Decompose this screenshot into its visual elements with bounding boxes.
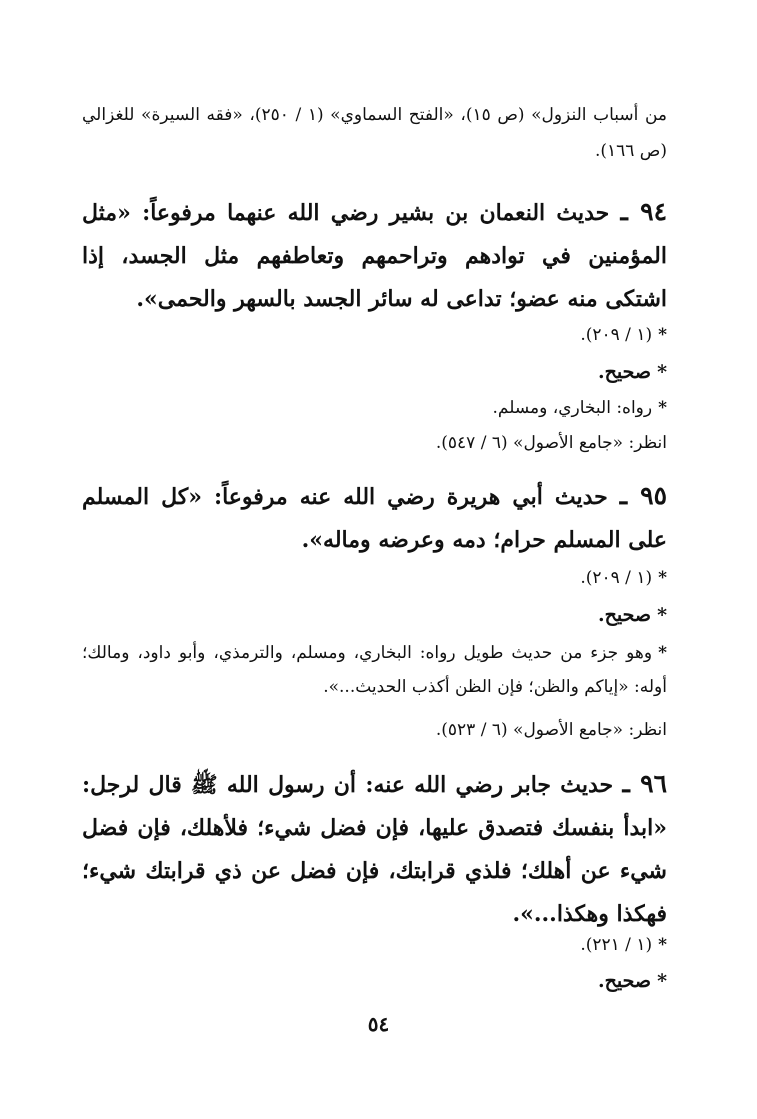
hadith-96-grade [598,966,667,996]
intro-paragraph [82,97,667,169]
ref-text: (١ / ٢٠٩). [580,325,653,345]
hadith-94-see [436,428,667,458]
ref-text: (١ / ٢٠٩). [580,568,653,588]
see-text: انظر: «جامع الأصول» (٦ / ٥٤٧). [435,433,667,453]
hadith-94-grade [598,357,667,387]
bullet-star-icon: * [658,398,667,418]
hadith-95 [82,474,667,562]
bullet-star-icon: * [658,568,667,588]
ref-text: (١ / ٢٢١). [580,935,653,955]
bullet-star-icon: * [658,325,667,345]
bullet-star-icon: * [658,643,667,663]
note-text: وهو جزء من حديث طويل رواه: البخاري، ومسلم، والترمذي، وأبو داود، ومالك؛ أوله: «إياكم والظن؛ فإن الظن أكذب الحديث...». [82,643,667,697]
grade-text: صحيح. [598,604,652,626]
hadith-95-grade [598,600,667,630]
see-text: انظر: «جامع الأصول» (٦ / ٥٢٣). [435,720,667,740]
intro-text: من أسباب النزول» (ص ١٥)، «الفتح السماوي» (١ / ٢٥٠)، «فقه السيرة» للغزالي (ص ١٦٦). [82,105,667,161]
hadith-95-note [82,636,667,704]
hadith-96-number: ٩٦ ـ [622,769,667,798]
bullet-star-icon: * [657,970,667,992]
grade-text: صحيح. [598,361,652,383]
hadith-95-text: حديث أبي هريرة رضي الله عنه مرفوعاً: «كل المسلم على المسلم حرام؛ دمه وعرضه وماله». [82,484,667,553]
hadith-94-source [493,393,668,423]
hadith-95-see [436,715,667,745]
bullet-star-icon: * [657,361,667,383]
bullet-star-icon: * [658,935,667,955]
hadith-96 [82,762,667,936]
hadith-95-ref [580,563,667,593]
hadith-96-ref [580,930,667,960]
source-text: رواه: البخاري، ومسلم. [492,398,653,418]
hadith-95-number: ٩٥ ـ [619,481,667,510]
hadith-94-number: ٩٤ ـ [620,197,667,226]
bullet-star-icon: * [657,604,667,626]
hadith-94-text: حديث النعمان بن بشير رضي الله عنهما مرفوعاً: «مثل المؤمنين في توادهم وتراحمهم وتعاطفهم مثل الجسد، إذا اشتكى منه عضو؛ تداعى له سائر الجسد بالسهر والحمى». [82,200,667,312]
hadith-96-text: حديث جابر رضي الله عنه: أن رسول الله ﷺ قال لرجل: «ابدأ بنفسك فتصدق عليها، فإن فضل شيء؛ فلأهلك، فإن فضل شيء عن أهلك؛ فلذي قرابتك، فإن فضل عن ذي قرابتك شيء؛ فهكذا وهكذا...». [82,772,667,927]
grade-text: صحيح. [598,970,652,992]
hadith-94 [82,190,667,321]
page-number: ٥٤ [367,1012,390,1036]
hadith-94-ref [580,320,667,350]
